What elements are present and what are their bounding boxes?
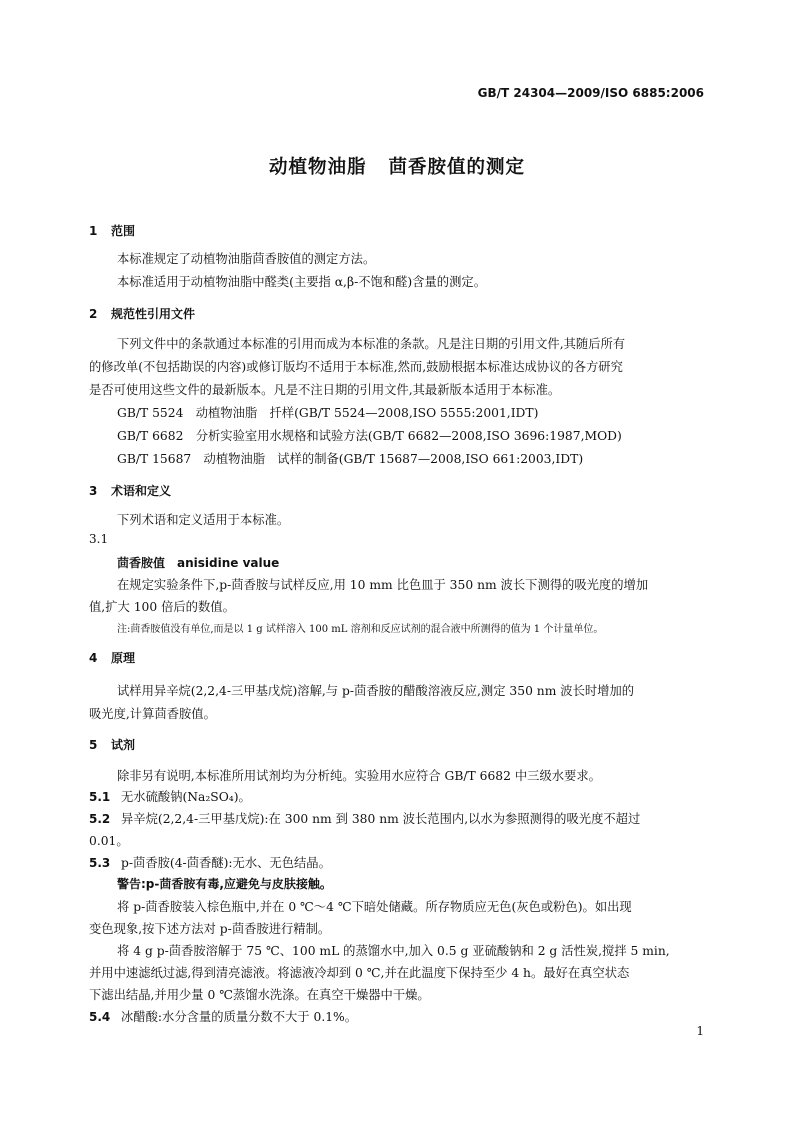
- section-1-para-1: 本标准规定了动植物油脂茴香胺值的测定方法。: [117, 252, 376, 266]
- reference-gbt5524: GB/T 5524 动植物油脂 扦样(GB/T 5524—2008,ISO 5555:2001,IDT): [117, 406, 539, 420]
- section-2-line-1: 下列文件中的条款通过本标准的引用而成为本标准的条款。凡是注日期的引用文件,其随后所有: [117, 337, 626, 351]
- clause-5-3: 5.3 p-茴香胺(4-茴香醚):无水、无色结晶。: [89, 856, 331, 870]
- clause-5-2-line-2: 0.01。: [89, 834, 129, 848]
- page-number: 1: [696, 1024, 704, 1038]
- clause-5-3-para-2-line-1: 将 4 g p-茴香胺溶解于 75 ℃、100 mL 的蒸馏水中,加入 0.5 g 亚硫酸钠和 2 g 活性炭,搅拌 5 min,: [117, 944, 670, 958]
- page-title: [0, 153, 794, 179]
- clause-5-4: 5.4 冰醋酸:水分含量的质量分数不大于 0.1%。: [89, 1010, 358, 1024]
- definition-line-2: 值,扩大 100 倍后的数值。: [89, 600, 235, 614]
- section-2-heading: 2 规范性引用文件: [89, 307, 196, 321]
- title-part2: 茴香胺值的测定: [388, 157, 526, 178]
- section-5-para-1: 除非另有说明,本标准所用试剂均为分析纯。实验用水应符合 GB/T 6682 中三级水要求。: [117, 769, 601, 783]
- clause-5-1: 5.1 无水硫酸钠(Na₂SO₄)。: [89, 790, 251, 804]
- section-4-heading: 4 原理: [89, 651, 136, 665]
- section-1-para-2: 本标准适用于动植物油脂中醛类(主要指 α,β-不饱和醛)含量的测定。: [117, 275, 486, 289]
- standard-number: GB/T 24304—2009/ISO 6885:2006: [477, 86, 704, 100]
- clause-5-3-para-1-line-1: 将 p-茴香胺装入棕色瓶中,并在 0 ℃～4 ℃下暗处储藏。所存物质应无色(灰色或粉色)。如出现: [117, 900, 632, 914]
- section-2-line-3: 是否可使用这些文件的最新版本。凡是不注日期的引用文件,其最新版本适用于本标准。: [89, 383, 561, 397]
- section-4-line-1: 试样用异辛烷(2,2,4-三甲基戊烷)溶解,与 p-茴香胺的醋酸溶液反应,测定 350 nm 波长时增加的: [117, 684, 635, 698]
- section-3-para-1: 下列术语和定义适用于本标准。: [117, 513, 290, 527]
- section-3-heading: 3 术语和定义: [89, 484, 172, 498]
- definition-line-1: 在规定实验条件下,p-茴香胺与试样反应,用 10 mm 比色皿于 350 nm 波长下测得的吸光度的增加: [117, 578, 649, 592]
- section-2-line-2: 的修改单(不包括勘误的内容)或修订版均不适用于本标准,然而,鼓励根据本标准达成协议的各方研究: [89, 360, 623, 374]
- warning-text: 警告:p-茴香胺有毒,应避免与皮肤接触。: [117, 877, 332, 891]
- section-4-line-2: 吸光度,计算茴香胺值。: [89, 707, 216, 721]
- clause-5-3-para-1-line-2: 变色现象,按下述方法对 p-茴香胺进行精制。: [89, 922, 331, 936]
- clause-5-3-para-2-line-3: 下滤出结晶,并用少量 0 ℃蒸馏水洗涤。在真空干燥器中干燥。: [89, 988, 430, 1002]
- subsection-3-1-number: 3.1: [89, 532, 109, 546]
- term-anisidine-value: 茴香胺值 anisidine value: [117, 556, 280, 570]
- clause-5-3-para-2-line-2: 并用中速滤纸过滤,得到清亮滤液。将滤液冷却到 0 ℃,并在此温度下保持至少 4 h。最好在真空状态: [89, 966, 630, 980]
- section-1-heading: 1 范围: [89, 224, 136, 238]
- title-part1: 动植物油脂: [268, 157, 367, 178]
- reference-gbt15687: GB/T 15687 动植物油脂 试样的制备(GB/T 15687—2008,ISO 661:2003,IDT): [117, 452, 584, 466]
- term-note: 注:茴香胺值没有单位,而是以 1 g 试样溶入 100 mL 溶剂和反应试剂的混合液中所测得的值为 1 个计量单位。: [117, 624, 604, 635]
- clause-5-2: 5.2 异辛烷(2,2,4-三甲基戊烷):在 300 nm 到 380 nm 波长范围内,以水为参照测得的吸光度不超过: [89, 812, 641, 826]
- reference-gbt6682: GB/T 6682 分析实验室用水规格和试验方法(GB/T 6682—2008,ISO 3696:1987,MOD): [117, 429, 622, 443]
- section-5-heading: 5 试剂: [89, 738, 136, 752]
